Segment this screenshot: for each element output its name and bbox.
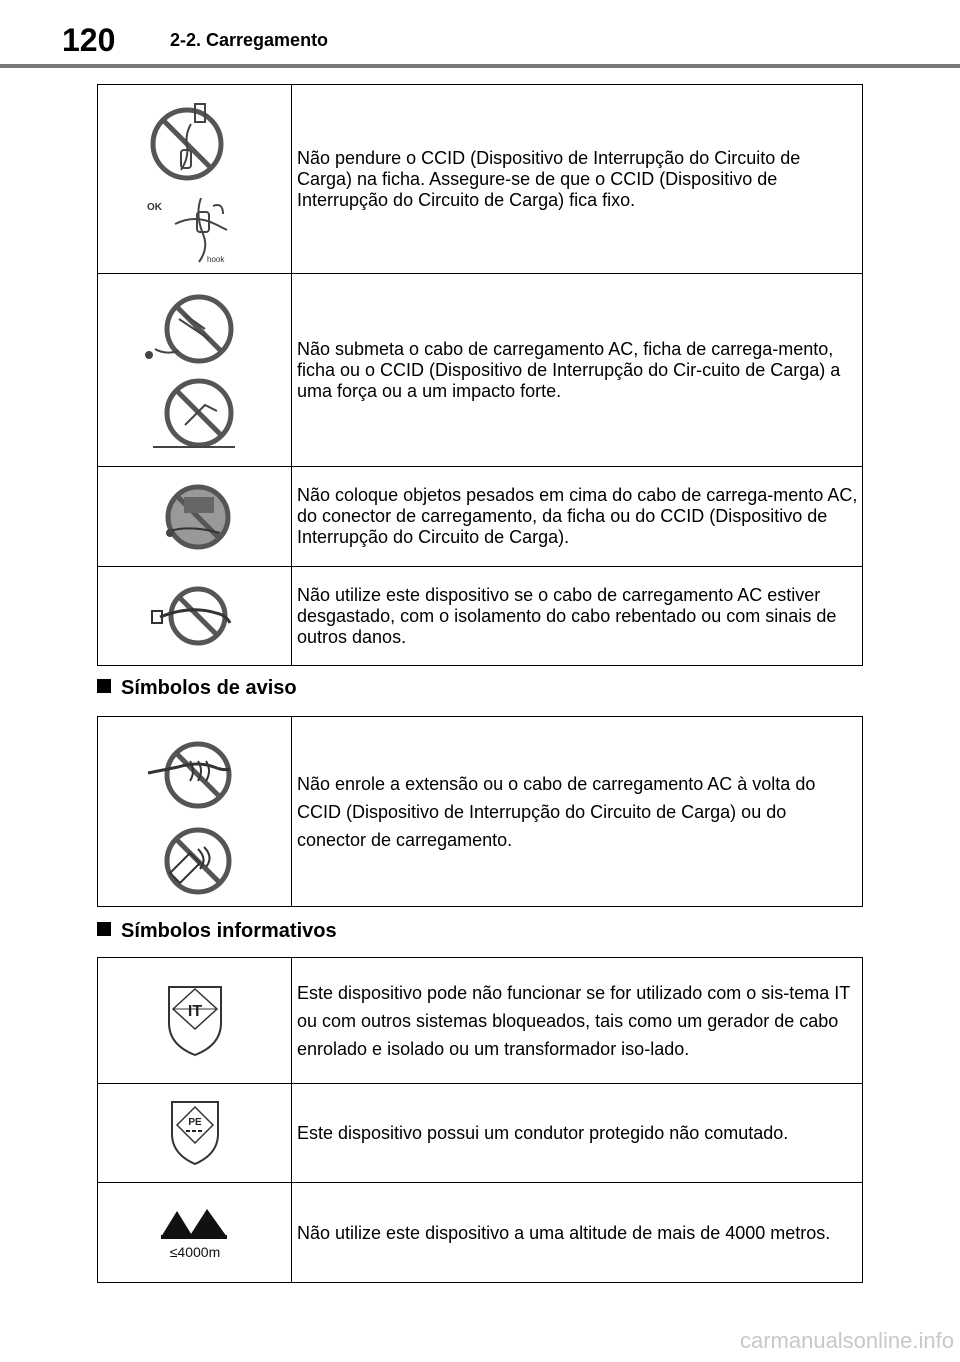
altitude-label: ≤4000m (169, 1243, 220, 1260)
icon-cell (98, 717, 292, 907)
pe-label: PE (187, 1117, 202, 1128)
heading-text: Símbolos de aviso (121, 677, 297, 699)
icon-cell (98, 958, 292, 1084)
warning-symbols-heading (97, 677, 297, 700)
hook-label: hook (206, 255, 224, 264)
warning-table (97, 716, 863, 907)
it-label: IT (187, 1002, 202, 1020)
instruction-text: Não coloque objetos pesados em cima do cabo de carrega-mento AC, do conector de carregamento, da ficha ou do CCID (Dispositivo de Interrupção do Circuito de Carga). (292, 467, 863, 567)
heading-text: Símbolos informativos (121, 920, 337, 942)
table-row (98, 567, 863, 666)
icon-cell (98, 85, 292, 274)
no-heavy-objects-icon (140, 477, 250, 557)
instruction-text: Não utilize este dispositivo a uma altitude de mais de 4000 metros. (292, 1183, 863, 1283)
header-rule (0, 64, 960, 68)
no-damaged-cable-icon (140, 581, 250, 651)
icon-cell (98, 1183, 292, 1283)
pe-conductor-icon (169, 1099, 221, 1167)
icon-cell (98, 467, 292, 567)
no-coiling-cable-icon (140, 727, 250, 897)
square-bullet-icon (97, 679, 111, 693)
icon-cell (98, 567, 292, 666)
it-system-icon (165, 983, 225, 1059)
altitude-icon (159, 1205, 231, 1261)
table-row (98, 1183, 863, 1283)
instruction-text: Este dispositivo pode não funcionar se for utilizado com o sis-tema IT ou com outros sistemas bloqueados, tais como um gerador de cabo enrolado e isolado ou um transformador iso-lado. (292, 958, 863, 1084)
info-table (97, 957, 863, 1283)
no-hanging-ccid-icon (135, 94, 255, 264)
table-row (98, 958, 863, 1084)
instruction-text: Este dispositivo possui um condutor protegido não comutado. (292, 1084, 863, 1183)
ok-label: OK (146, 202, 162, 213)
instruction-text: Não pendure o CCID (Dispositivo de Interrupção do Circuito de Carga) na ficha. Assegure-se de que o CCID (Dispositivo de Interrupção do Circuito de Carga) fica fixo. (292, 85, 863, 274)
instruction-text: Não enrole a extensão ou o cabo de carregamento AC à volta do CCID (Dispositivo de Interrupção do Circuito de Carga) ou do conector de carregamento. (292, 717, 863, 907)
section-title: 2-2. Carregamento (170, 30, 329, 50)
no-impact-icon (135, 285, 255, 455)
icon-cell (98, 274, 292, 467)
table-row (98, 274, 863, 467)
table-row (98, 1084, 863, 1183)
table-row (98, 85, 863, 274)
info-symbols-heading (97, 920, 337, 943)
table-row (98, 467, 863, 567)
instruction-text: Não utilize este dispositivo se o cabo de carregamento AC estiver desgastado, com o isolamento do cabo rebentado ou com sinais de outros danos. (292, 567, 863, 666)
table-row (98, 717, 863, 907)
square-bullet-icon (97, 922, 111, 936)
page-number: 120 (62, 22, 116, 58)
watermark: carmanualsonline.info (739, 1328, 954, 1353)
instruction-text: Não submeta o cabo de carregamento AC, ficha de carrega-mento, ficha ou o CCID (Dispositivo de Interrupção do Cir-cuito de Carga) a uma força ou a um impacto forte. (292, 274, 863, 467)
icon-cell (98, 1084, 292, 1183)
prohibition-table (97, 84, 863, 666)
